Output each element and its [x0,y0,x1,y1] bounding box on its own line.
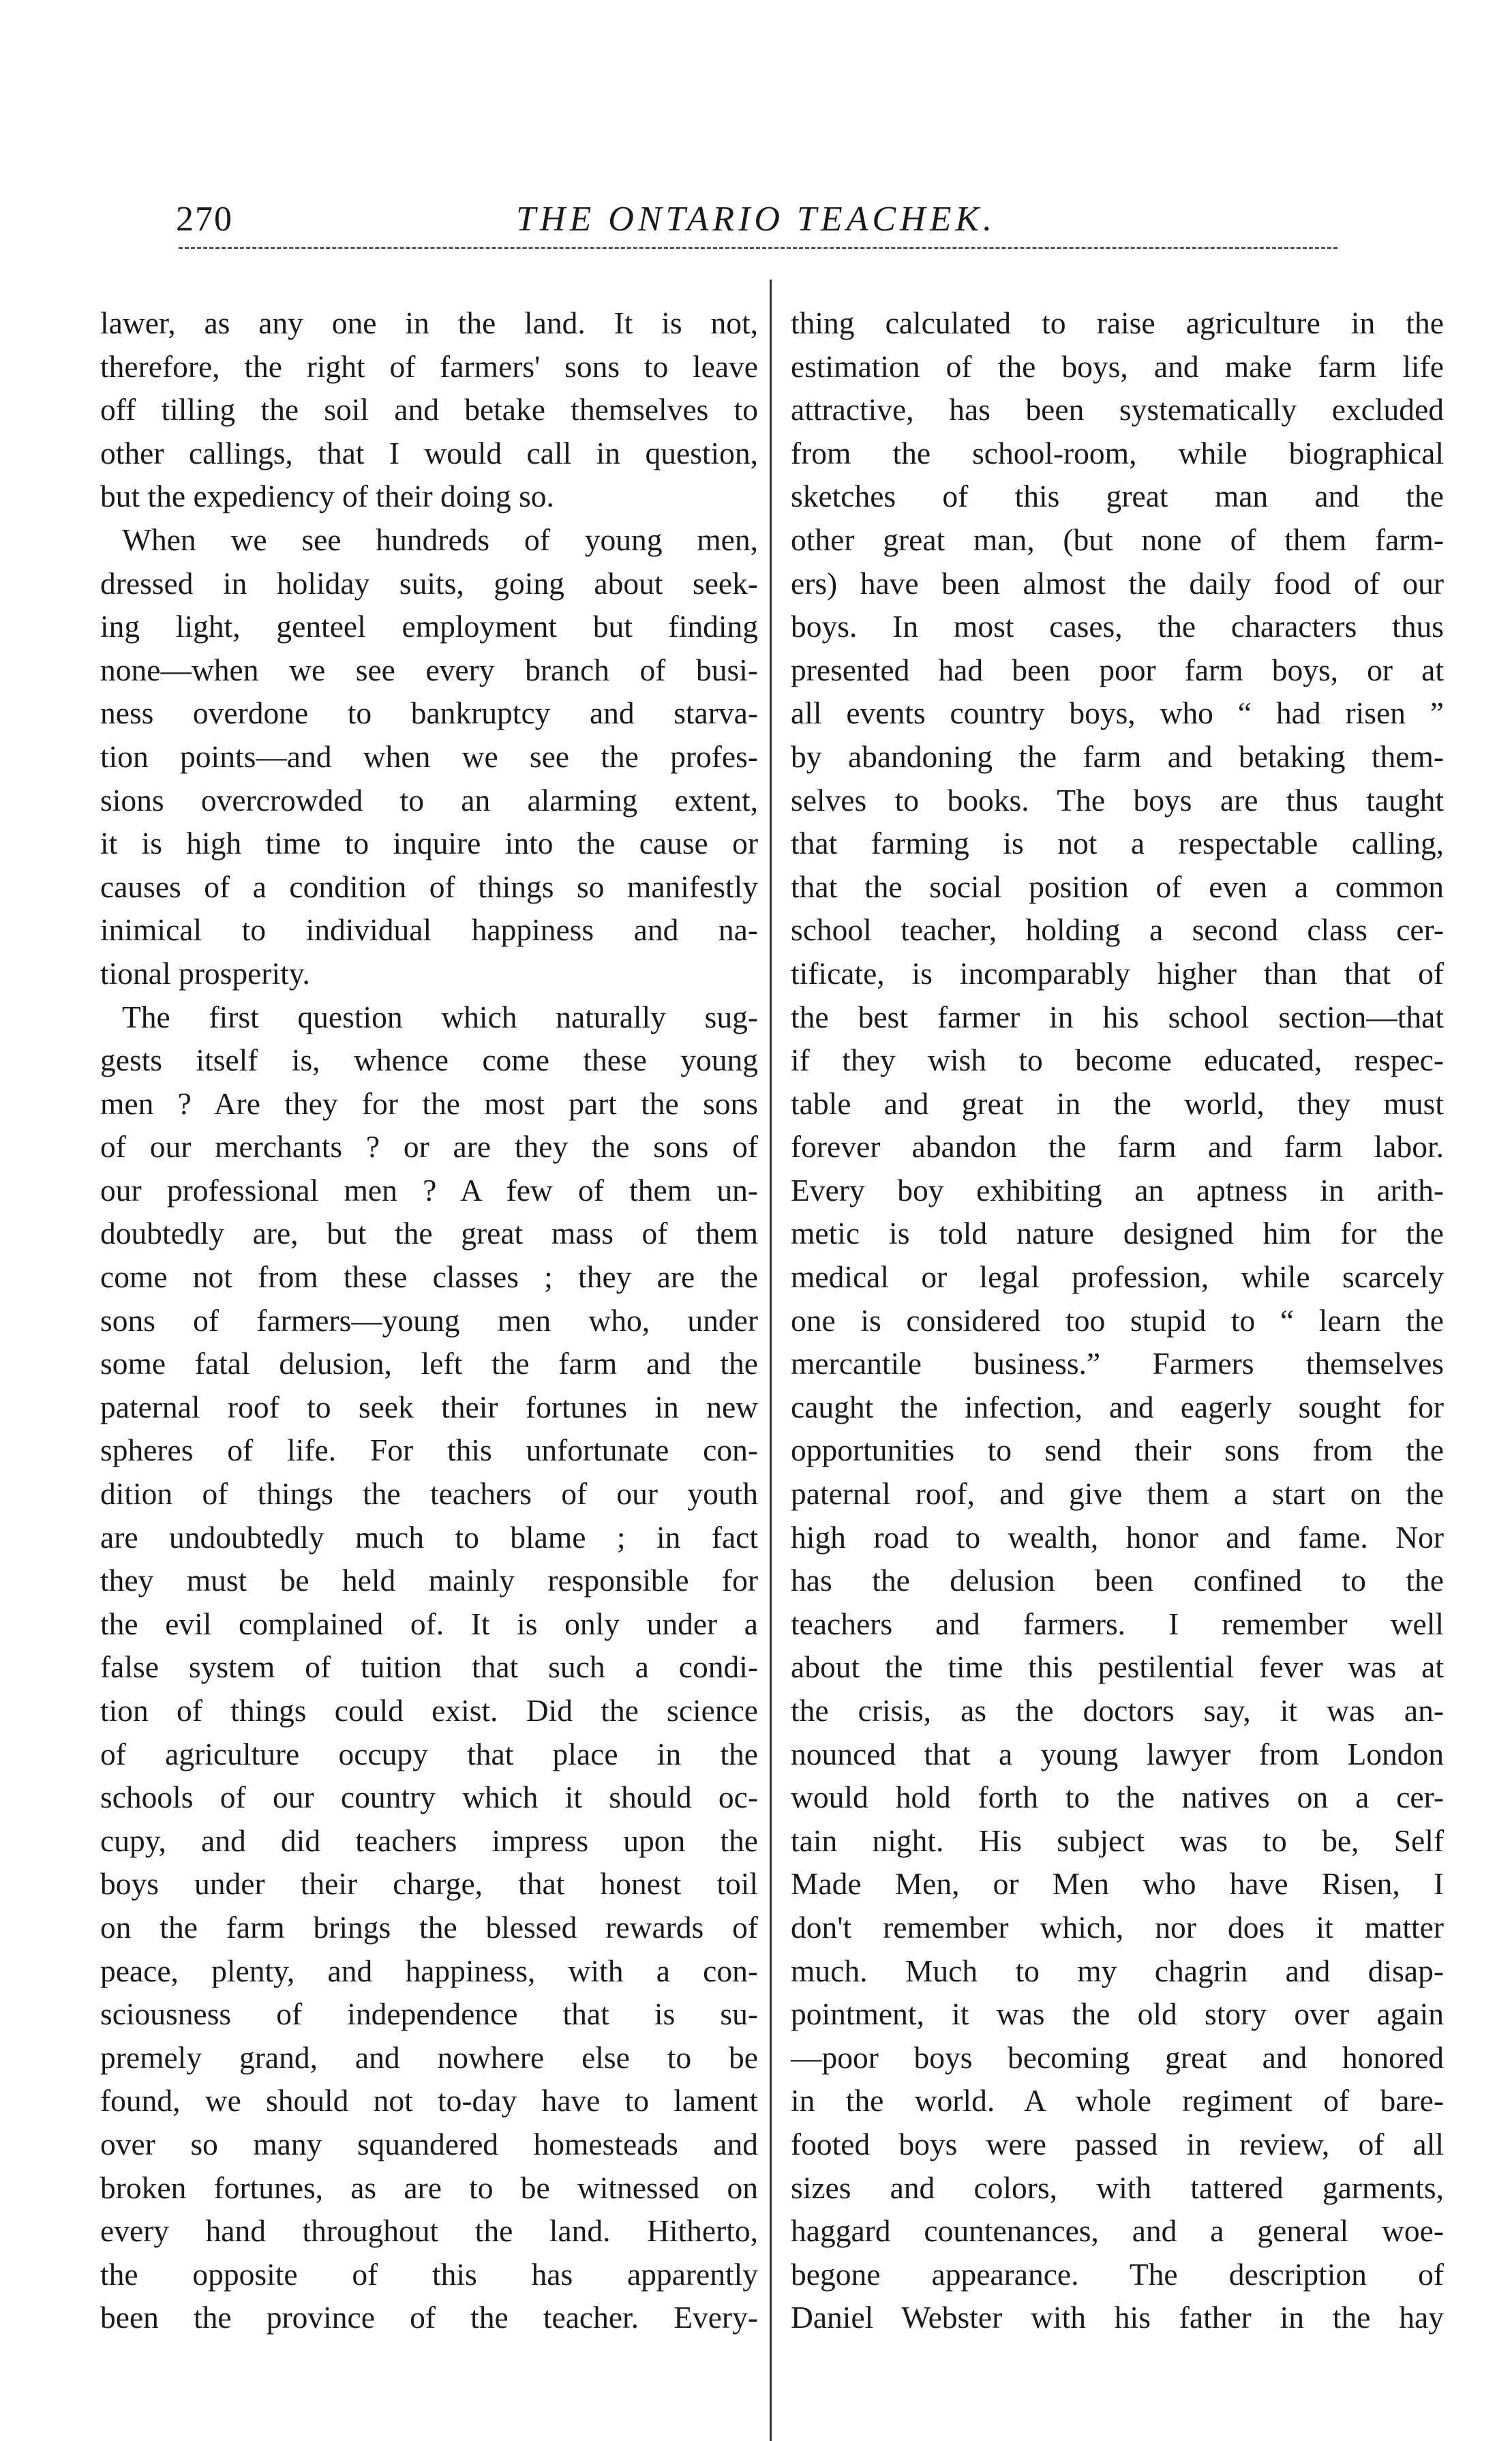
text-line: from the school-room, while biographical [791,435,1444,470]
text-line: are undoubtedly much to blame ; in fact [100,1519,758,1555]
text-line: tain night. His subject was to be, Self [791,1823,1444,1858]
text-line: but the expediency of their doing so. [100,479,554,514]
text-line: doubtedly are, but the great mass of them [100,1216,758,1251]
text-line: therefore, the right of farmers' sons to leave [100,348,758,384]
text-line: paternal roof, and give them a start on the [791,1476,1444,1512]
text-line: men ? Are they for the most part the sons [100,1085,758,1121]
right-column [791,301,1444,2339]
text-line: all events country boys, who “ had risen ” [791,695,1444,731]
text-line: ing light, genteel employment but finding [100,609,758,644]
text-line: every hand throughout the land. Hitherto, [100,2213,758,2249]
text-line: sizes and colors, with tattered garments, [791,2170,1444,2205]
text-line: some fatal delusion, left the farm and the [100,1346,758,1381]
text-line: dition of things the teachers of our youth [100,1476,758,1512]
text-line: would hold forth to the natives on a cer- [791,1780,1444,1815]
text-line: schools of our country which it should oc- [100,1780,758,1815]
text-line: table and great in the world, they must [791,1085,1444,1121]
text-line: over so many squandered homesteads and [100,2126,758,2161]
text-line: peace, plenty, and happiness, with a con- [100,1953,758,1988]
text-line: been the province of the teacher. Every- [100,2300,758,2335]
text-line: Daniel Webster with his father in the hay [791,2300,1444,2335]
text-line: they must be held mainly responsible for [100,1563,758,1598]
text-line: the evil complained of. It is only under a [100,1606,758,1641]
text-line: high road to wealth, honor and fame. Nor [791,1519,1444,1555]
text-line: tional prosperity. [100,955,310,991]
text-line: if they wish to become educated, respec- [791,1043,1444,1078]
text-line: tion of things could exist. Did the science [100,1693,758,1728]
text-line: ness overdone to bankruptcy and starva- [100,695,758,731]
text-line: nounced that a young lawyer from London [791,1736,1444,1771]
text-line: none—when we see every branch of busi- [100,652,758,687]
text-line: begone appearance. The description of [791,2256,1444,2292]
text-line: attractive, has been systematically excluded [791,392,1444,428]
column-divider [770,280,772,2441]
text-line: inimical to individual happiness and na- [100,912,758,948]
text-line: sons of farmers—young men who, under [100,1302,758,1338]
text-line: dressed in holiday suits, going about seek- [100,565,758,601]
text-line: come not from these classes ; they are the [100,1259,758,1295]
text-line: metic is told nature designed him for the [791,1216,1444,1251]
running-title: THE ONTARIO TEACHEK. [515,200,997,239]
text-line: sketches of this great man and the [791,479,1444,514]
text-line: our professional men ? A few of them un- [100,1172,758,1208]
text-line: lawer, as any one in the land. It is not, [100,305,758,340]
text-line: When we see hundreds of young men, [122,522,758,557]
text-line: estimation of the boys, and make farm life [791,348,1444,384]
text-line: about the time this pestilential fever was at [791,1649,1444,1685]
text-line: forever abandon the farm and farm labor. [791,1129,1444,1165]
text-line: the crisis, as the doctors say, it was an- [791,1693,1444,1728]
text-line: causes of a condition of things so manifestly [100,869,758,904]
text-line: spheres of life. For this unfortunate con- [100,1433,758,1468]
text-line: that the social position of even a common [791,869,1444,904]
text-line: gests itself is, whence come these young [100,1043,758,1078]
text-line: boys under their charge, that honest toil [100,1866,758,1902]
text-line: medical or legal profession, while scarcely [791,1259,1444,1295]
page-number: 270 [176,200,233,239]
text-line: in the world. A whole regiment of bare- [791,2083,1444,2118]
text-line: teachers and farmers. I remember well [791,1606,1444,1641]
text-line: Made Men, or Men who have Risen, I [791,1866,1444,1902]
text-line: the best farmer in his school section—that [791,999,1444,1034]
text-line: of our merchants ? or are they the sons of [100,1129,758,1165]
text-line: other great man, (but none of them farm- [791,522,1444,557]
text-line: presented had been poor farm boys, or at [791,652,1444,687]
text-line: footed boys were passed in review, of all [791,2126,1444,2161]
text-line: boys. In most cases, the characters thus [791,609,1444,644]
text-line: one is considered too stupid to “ learn the [791,1302,1444,1338]
text-line: Every boy exhibiting an aptness in arith- [791,1172,1444,1208]
text-line: tion points—and when we see the profes- [100,738,758,774]
text-line: ers) have been almost the daily food of our [791,565,1444,601]
text-line: other callings, that I would call in question, [100,435,758,470]
text-line: it is high time to inquire into the cause or [100,826,758,861]
text-line: broken fortunes, as are to be witnessed on [100,2170,758,2205]
text-line: thing calculated to raise agriculture in the [791,305,1444,340]
text-line: —poor boys becoming great and honored [791,2039,1444,2075]
page-header [0,199,1512,240]
text-line: selves to books. The boys are thus taught [791,782,1444,818]
text-line: sions overcrowded to an alarming extent, [100,782,758,818]
text-line: caught the infection, and eagerly sought for [791,1389,1444,1424]
text-line: the opposite of this has apparently [100,2256,758,2292]
text-line: opportunities to send their sons from the [791,1433,1444,1468]
text-line: don't remember which, nor does it matter [791,1909,1444,1945]
text-line: false system of tuition that such a condi- [100,1649,758,1685]
text-line: premely grand, and nowhere else to be [100,2039,758,2075]
text-line: off tilling the soil and betake themselves to [100,392,758,428]
text-line: mercantile business.” Farmers themselves [791,1346,1444,1381]
header-rule [179,247,1337,249]
text-line: much. Much to my chagrin and disap- [791,1953,1444,1988]
text-line: that farming is not a respectable calling, [791,826,1444,861]
text-line: haggard countenances, and a general woe- [791,2213,1444,2249]
text-line: tificate, is incomparably higher than that of [791,955,1444,991]
text-line: sciousness of independence that is su- [100,1996,758,2032]
text-line: paternal roof to seek their fortunes in new [100,1389,758,1424]
text-line: by abandoning the farm and betaking them- [791,738,1444,774]
text-line: found, we should not to-day have to lament [100,2083,758,2118]
left-column [100,301,758,2339]
text-line: of agriculture occupy that place in the [100,1736,758,1771]
text-line: has the delusion been confined to the [791,1563,1444,1598]
text-line: The first question which naturally sug- [122,999,758,1034]
text-line: pointment, it was the old story over again [791,1996,1444,2032]
text-line: school teacher, holding a second class cer- [791,912,1444,948]
text-line: on the farm brings the blessed rewards of [100,1909,758,1945]
text-line: cupy, and did teachers impress upon the [100,1823,758,1858]
